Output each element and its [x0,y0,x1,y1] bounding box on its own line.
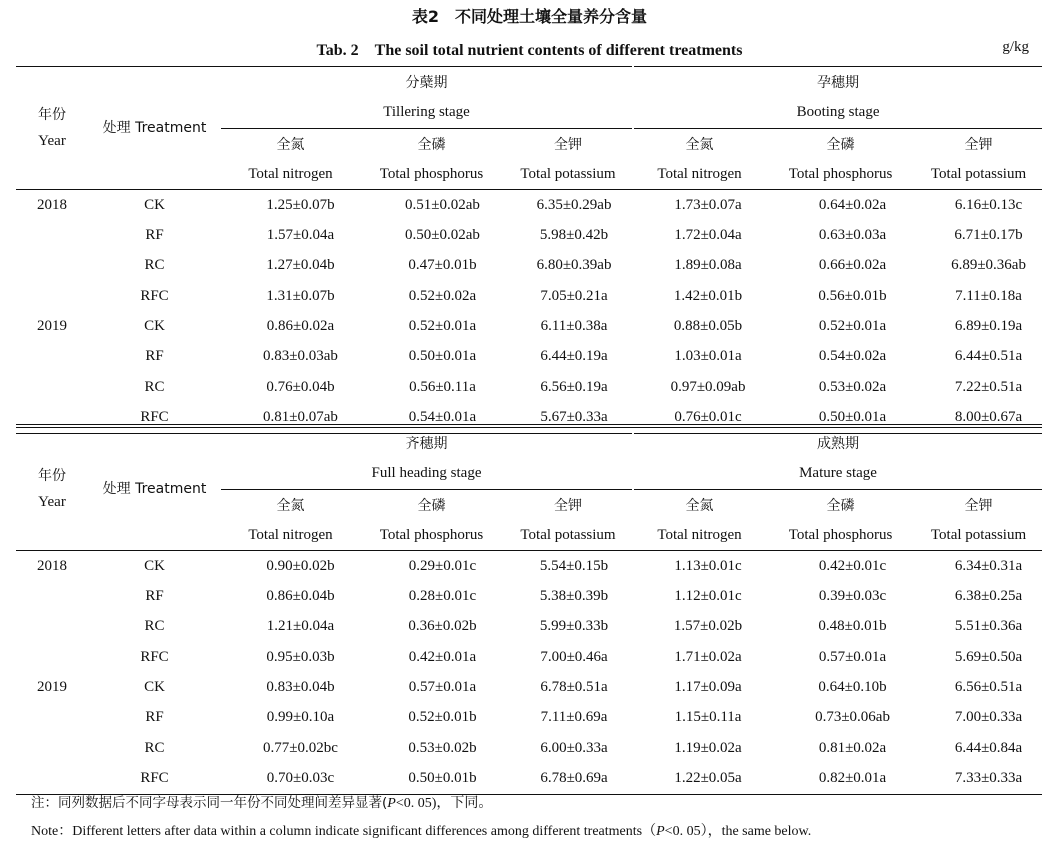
value-cell: 6.35±0.29ab [536,196,612,213]
stage-header-en: Tillering stage [221,97,633,128]
value-cell: 0.36±0.02b [408,618,477,635]
table-row [16,612,1042,642]
treatment-cell: RC [144,378,165,395]
value-cell: 1.03±0.01a [674,348,742,365]
table-caption-chinese: 表2 不同处理土壤全量养分含量 [411,7,648,26]
nutrient-header-en: Total potassium [520,526,616,543]
table-row [16,342,1042,372]
treatment-header: 处理 Treatment [102,120,207,137]
value-cell: 6.11±0.38a [540,318,608,335]
value-cell: 8.00±0.67a [954,408,1023,425]
year-cell: 2018 [37,557,67,574]
unit-label: g/kg [1002,39,1029,55]
value-cell: 6.38±0.25a [954,588,1023,605]
value-cell: 5.51±0.36a [954,618,1023,635]
year-cell [16,581,88,611]
value-cell: 1.27±0.04b [266,257,335,274]
value-cell: 0.76±0.04b [266,378,335,395]
nutrient-header-en: Total nitrogen [657,526,742,543]
value-cell: 0.83±0.04b [266,679,335,696]
value-cell: 0.97±0.09ab [670,378,746,395]
nutrient-header-zh: 全磷 [826,136,855,153]
nutrient-header-zh: 全钾 [554,136,582,153]
value-cell: 6.89±0.36ab [951,257,1026,274]
value-cell: 1.22±0.05a [674,769,742,786]
year-cell [16,251,88,281]
value-cell: 1.17±0.09a [674,679,742,696]
nutrient-header-zh: 全氮 [276,497,305,514]
value-cell: 0.51±0.02ab [405,196,480,213]
stage-header-en: Booting stage [633,97,1042,128]
value-cell: 7.11±0.18a [955,287,1022,304]
value-cell: 0.52±0.01a [818,318,887,335]
year-cell [16,733,88,763]
table-row [16,190,1042,221]
value-cell: 0.70±0.03c [266,769,335,786]
table-row [16,672,1042,702]
nutrient-header-en: Total phosphorus [379,526,484,543]
value-cell: 5.99±0.33b [539,618,609,635]
nutrient-header-en: Total potassium [930,526,1027,543]
value-cell: 0.77±0.02bc [263,739,338,756]
value-cell: 7.00±0.33a [954,709,1023,726]
nutrient-table-panel-2 [16,424,1042,795]
nutrient-header-zh: 全氮 [685,497,714,514]
value-cell: 7.11±0.69a [540,709,608,726]
nutrient-header-en: Total nitrogen [657,165,742,182]
treatment-cell: RC [144,739,165,756]
year-cell: 2019 [37,318,67,335]
value-cell: 0.88±0.05b [673,318,743,335]
stage-header-zh: 成熟期 [817,436,860,453]
value-cell: 1.13±0.01c [674,557,742,574]
value-cell: 1.15±0.11a [674,709,742,726]
value-cell: 0.52±0.01b [408,709,477,726]
value-cell: 1.71±0.02a [674,648,742,665]
year-cell [16,372,88,402]
table-row [16,311,1042,341]
treatment-cell: CK [144,196,165,213]
table-row [16,733,1042,763]
value-cell: 6.56±0.51a [954,679,1023,696]
value-cell: 1.73±0.07a [674,196,742,213]
treatment-cell: RF [145,227,164,244]
value-cell: 0.53±0.02b [408,739,477,756]
year-cell [16,642,88,672]
value-cell: 0.63±0.03a [818,227,887,244]
value-cell: 6.34±0.31a [954,557,1023,574]
value-cell: 7.05±0.21a [540,287,608,304]
nutrient-header-en: Total potassium [520,165,616,182]
treatment-cell: RC [144,257,165,274]
value-cell: 0.56±0.11a [409,378,476,395]
nutrient-header-en: Total phosphorus [788,165,893,182]
value-cell: 1.21±0.04a [266,618,335,635]
table-row [16,551,1042,582]
value-cell: 1.31±0.07b [266,287,335,304]
nutrient-header-en: Total potassium [930,165,1027,182]
value-cell: 0.50±0.02ab [405,227,480,244]
year-cell [16,220,88,250]
stage-header-zh: 齐穗期 [221,426,633,458]
table-row [16,763,1042,794]
nutrient-table-panel-1 [16,66,1042,434]
value-cell: 0.53±0.02a [818,378,887,395]
nutrient-header-en: Total phosphorus [379,165,484,182]
treatment-cell: CK [144,679,165,696]
value-cell: 6.44±0.84a [954,739,1023,756]
value-cell: 0.48±0.01b [818,618,887,635]
value-cell: 0.28±0.01c [408,588,477,605]
value-cell: 5.98±0.42b [539,227,609,244]
value-cell: 0.54±0.02a [818,348,887,365]
value-cell: 7.22±0.51a [954,378,1023,395]
value-cell: 6.78±0.69a [540,769,608,786]
value-cell: 0.52±0.01a [408,318,477,335]
value-cell: 0.42±0.01a [408,648,477,665]
value-cell: 5.38±0.39b [539,588,609,605]
table-caption-english: Tab. 2 The soil total nutrient contents of different treatments [316,42,743,59]
value-cell: 0.50±0.01a [818,408,887,425]
value-cell: 0.82±0.01a [818,769,887,786]
value-cell: 0.81±0.02a [818,739,887,756]
value-cell: 6.44±0.51a [954,348,1023,365]
nutrient-header-zh: 全氮 [685,136,714,153]
value-cell: 0.64±0.10b [818,679,887,696]
value-cell: 0.73±0.06ab [815,709,890,726]
value-cell: 0.66±0.02a [818,257,887,274]
treatment-header: 处理 Treatment [102,481,207,498]
value-cell: 6.80±0.39ab [536,257,612,274]
value-cell: 6.44±0.19a [540,348,608,365]
table-row [16,251,1042,281]
value-cell: 6.89±0.19a [954,318,1023,335]
value-cell: 0.86±0.02a [266,318,335,335]
note-english: Note：Different letters after data within a column indicate significant differences among different treatments（P<0. 05），the same below. [31,824,812,839]
table-row [16,703,1042,733]
year-cell [16,281,88,311]
year-cell: 2018 [37,196,67,213]
stage-header-en: Mature stage [633,458,1042,489]
treatment-cell: RFC [140,287,169,304]
value-cell: 0.52±0.02a [408,287,477,304]
value-cell: 0.86±0.04b [266,588,335,605]
value-cell: 0.76±0.01c [674,408,742,425]
nutrient-header-zh: 全磷 [417,497,446,514]
nutrient-header-zh: 全氮 [276,136,305,153]
nutrient-header-zh: 全磷 [826,497,855,514]
value-cell: 0.90±0.02b [266,557,335,574]
value-cell: 5.67±0.33a [540,408,608,425]
value-cell: 1.12±0.01c [674,588,742,605]
value-cell: 0.54±0.01a [408,408,477,425]
stage-header-en: Full heading stage [221,458,633,489]
value-cell: 1.57±0.02b [673,618,743,635]
value-cell: 0.47±0.01b [408,257,477,274]
year-cell: 2019 [37,679,67,696]
nutrient-header-zh: 全磷 [417,136,446,153]
value-cell: 1.42±0.01b [673,287,743,304]
value-cell: 0.39±0.03c [818,588,887,605]
value-cell: 1.57±0.04a [266,227,335,244]
value-cell: 6.71±0.17b [954,227,1023,244]
table-row [16,281,1042,311]
nutrient-header-zh: 全钾 [964,136,993,153]
treatment-cell: RF [145,588,164,605]
value-cell: 6.16±0.13c [954,196,1023,213]
treatment-cell: CK [144,557,165,574]
year-header: 年份 Year [38,468,66,511]
value-cell: 1.19±0.02a [674,739,742,756]
value-cell: 7.00±0.46a [540,648,608,665]
value-cell: 0.83±0.03ab [263,348,338,365]
value-cell: 6.78±0.51a [540,679,608,696]
value-cell: 1.89±0.08a [674,257,742,274]
table-row [16,372,1042,402]
table-row [16,581,1042,611]
treatment-cell: RFC [140,648,169,665]
value-cell: 6.00±0.33a [540,739,608,756]
value-cell: 5.54±0.15b [539,557,609,574]
value-cell: 0.99±0.10a [266,709,335,726]
value-cell: 0.50±0.01a [408,348,477,365]
value-cell: 1.25±0.07b [266,196,335,213]
treatment-cell: RC [144,618,165,635]
year-cell [16,763,88,794]
value-cell: 5.69±0.50a [954,648,1023,665]
value-cell: 0.50±0.01b [408,769,477,786]
nutrient-header-en: Total nitrogen [248,165,333,182]
value-cell: 0.57±0.01a [818,648,887,665]
stage-header-zh: 孕穗期 [817,75,860,92]
year-header: 年份 Year [38,107,66,150]
treatment-cell: RF [145,348,164,365]
year-cell [16,342,88,372]
value-cell: 0.29±0.01c [408,557,477,574]
nutrient-header-en: Total phosphorus [788,526,893,543]
year-cell [16,703,88,733]
value-cell: 7.33±0.33a [954,769,1023,786]
value-cell: 0.57±0.01a [408,679,477,696]
nutrient-header-zh: 全钾 [554,497,582,514]
note-chinese: 注：同列数据后不同字母表示同一年份不同处理间差异显著(P<0. 05)，下同。 [31,795,493,811]
table-row [16,642,1042,672]
value-cell: 6.56±0.19a [540,378,608,395]
treatment-cell: RFC [140,408,169,425]
nutrient-header-en: Total nitrogen [248,526,333,543]
treatment-cell: RF [145,709,164,726]
treatment-cell: RFC [140,769,169,786]
nutrient-header-zh: 全钾 [964,497,993,514]
value-cell: 1.72±0.04a [674,227,742,244]
value-cell: 0.64±0.02a [818,196,887,213]
value-cell: 0.56±0.01b [818,287,887,304]
value-cell: 0.95±0.03b [266,648,335,665]
stage-header-zh: 分蘖期 [221,67,633,98]
table-row [16,220,1042,250]
year-cell [16,612,88,642]
value-cell: 0.42±0.01c [818,557,887,574]
value-cell: 0.81±0.07ab [263,408,338,425]
treatment-cell: CK [144,318,165,335]
